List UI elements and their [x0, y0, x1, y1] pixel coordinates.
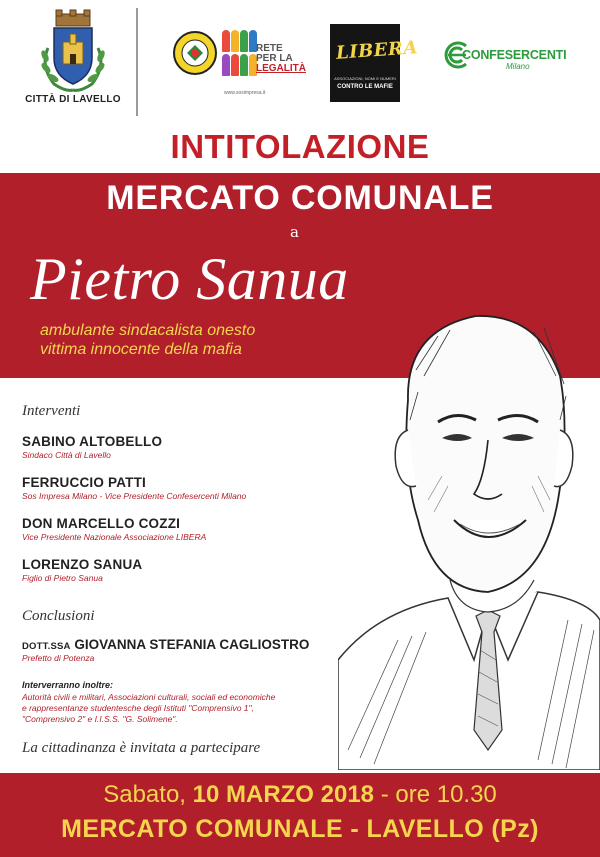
- event-time: - ore 10.30: [380, 781, 497, 808]
- libera-logo: [330, 24, 419, 102]
- event-date: [0, 781, 600, 809]
- title-conjunction: a: [290, 223, 299, 241]
- logo-divider: [136, 8, 138, 116]
- public-invitation: La cittadinanza è invitata a partecipare: [22, 740, 261, 756]
- conclusion-speaker-role: Prefetto di Potenza: [22, 653, 95, 663]
- speaker-name: DON MARCELLO COZZI: [22, 516, 181, 531]
- speaker-name: FERRUCCIO PATTI: [22, 475, 146, 490]
- sos-impresa-logo-icon: [172, 30, 218, 76]
- speaker-role: Vice Presidente Nazionale Associazione LIBERA: [22, 532, 207, 542]
- honoree-name: Pietro Sanua: [30, 246, 349, 312]
- speaker-entry: [22, 434, 162, 460]
- conclusion-speaker-name: DOTT.SSA GIOVANNA STEFANIA CAGLIOSTRO: [22, 637, 310, 652]
- portrait-sketch-icon: [338, 280, 600, 770]
- footer-band: [0, 773, 600, 857]
- rete-legalita-logo: [222, 30, 306, 100]
- participants-text: Autorità civili e militari, Associazioni culturali, sociali ed economiche e rappresentanze studentesche degli Istituti "Comprensivo 1", "Comprensivo 2" e I.I.S.S. "G. Solimene".: [22, 692, 276, 724]
- speaker-entry: [22, 557, 142, 583]
- event-location: MERCATO COMUNALE - LAVELLO (Pz): [61, 815, 539, 843]
- rete-wordmark: RETE PER LA LEGALITÀ: [256, 43, 306, 74]
- title-prefix: DOTT.SSA: [22, 641, 71, 652]
- honoree-description: ambulante sindacalista onesto vittima innocente della mafia: [40, 322, 256, 358]
- confesercenti-city: Milano: [506, 62, 530, 71]
- rete-website: www.sosimpresa.it: [224, 90, 266, 96]
- event-day: Sabato,: [103, 781, 186, 808]
- conclusioni-heading: Conclusioni: [22, 608, 95, 624]
- city-crest: [18, 8, 128, 120]
- speaker-name: LORENZO SANUA: [22, 557, 143, 572]
- confesercenti-logo: [440, 36, 590, 86]
- speaker-role: Sindaco Città di Lavello: [22, 450, 111, 460]
- libera-wordmark: LIBERA: [335, 37, 419, 64]
- coat-of-arms-icon: [36, 8, 110, 92]
- logo-bar: [0, 0, 600, 125]
- title-intitolazione: INTITOLAZIONE: [170, 128, 430, 165]
- libera-tagline: CONTRO LE MAFIE: [337, 84, 393, 90]
- conclusion-speaker: [22, 637, 309, 663]
- speaker-name: SABINO ALTOBELLO: [22, 434, 163, 449]
- other-participants: [22, 680, 352, 725]
- libera-subtitle: ASSOCIAZIONI, NOMI E NUMERI: [334, 76, 396, 81]
- speaker-entry: [22, 516, 206, 542]
- event-date-value: 10 MARZO 2018: [192, 781, 375, 808]
- participants-label: Interverranno inoltre:: [22, 680, 114, 690]
- city-label: CITTÀ DI LAVELLO: [25, 94, 121, 105]
- interventi-heading: Interventi: [22, 403, 81, 419]
- speaker-entry: [22, 475, 246, 501]
- confesercenti-wordmark: CONFESERCENTI: [462, 48, 567, 62]
- speaker-role: Figlio di Pietro Sanua: [22, 573, 103, 583]
- title-mercato-comunale: MERCATO COMUNALE: [106, 179, 494, 217]
- speaker-role: Sos Impresa Milano - Vice Presidente Confesercenti Milano: [22, 491, 247, 501]
